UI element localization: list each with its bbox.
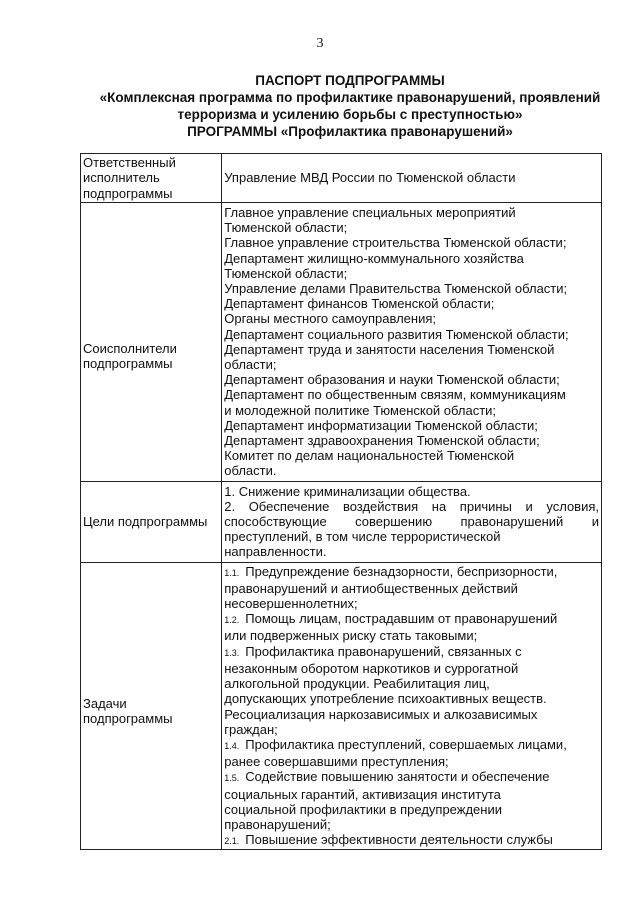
title-line: ПРОГРАММЫ «Профилактика правонарушений» [187, 124, 513, 139]
table-row [81, 562, 602, 850]
passport-table [80, 153, 602, 850]
row-value: 1. Снижение криминализации общества. 2. Обеспечение воздействия на причины и условия, способствующие совершению правонарушений и преступлений, в том числе террористической направленности. [222, 481, 602, 562]
row-label: Ответственный исполнитель подпрограммы [81, 154, 222, 203]
row-label: Задачи подпрограммы [81, 562, 222, 850]
title-line: терроризма и усилению борьбы с преступностью» [177, 107, 523, 122]
title-line: «Комплексная программа по профилактике правонарушений, проявлений [99, 90, 601, 105]
row-label: Соисполнители подпрограммы [81, 203, 222, 482]
title-line: ПАСПОРТ ПОДПРОГРАММЫ [255, 73, 445, 88]
table-row [81, 203, 602, 482]
table-row [81, 481, 602, 562]
document-title [60, 72, 640, 140]
page-number: 3 [316, 36, 324, 51]
row-value: 1.1. Предупреждение безнадзорности, беспризорности, правонарушений и антиобщественных действий несовершеннолетних; 1.2. Помощь лицам, пострадавшим от правонарушений или подверженных риску стать таковыми; 1.3. Профилактика правонарушений, связанных с незаконным оборотом наркотиков и суррогатной алкогольной продукции. Реабилитация лиц, допускающих употребление психоактивных веществ. Ресоциализация наркозависимых и алкозависимых граждан; 1.4. Профилактика преступлений, совершаемых лицами, ранее совершавшими преступления; 1.5. Содействие повышению занятости и обеспечение социальных гарантий, активизация института социальной профилактики в предупреждении правонарушений; 2.1. Повышение эффективности деятельности службы [222, 562, 602, 850]
row-value: Управление МВД России по Тюменской области [222, 154, 602, 203]
row-label: Цели подпрограммы [81, 481, 222, 562]
row-value: Главное управление специальных мероприятий Тюменской области; Главное управление строительства Тюменской области; Департамент жилищно-коммунального хозяйства Тюменской области; Управление делами Правительства Тюменской области; Департамент финансов Тюменской области; Органы местного самоуправления; Департамент социального развития Тюменской области; Департамент труда и занятости населения Тюменской области; Департамент образования и науки Тюменской области; Департамент по общественным связям, коммуникациям и молодежной политике Тюменской области; Департамент информатизации Тюменской области; Департамент здравоохранения Тюменской области; Комитет по делам национальностей Тюменской области. [222, 203, 602, 482]
table-row [81, 154, 602, 203]
